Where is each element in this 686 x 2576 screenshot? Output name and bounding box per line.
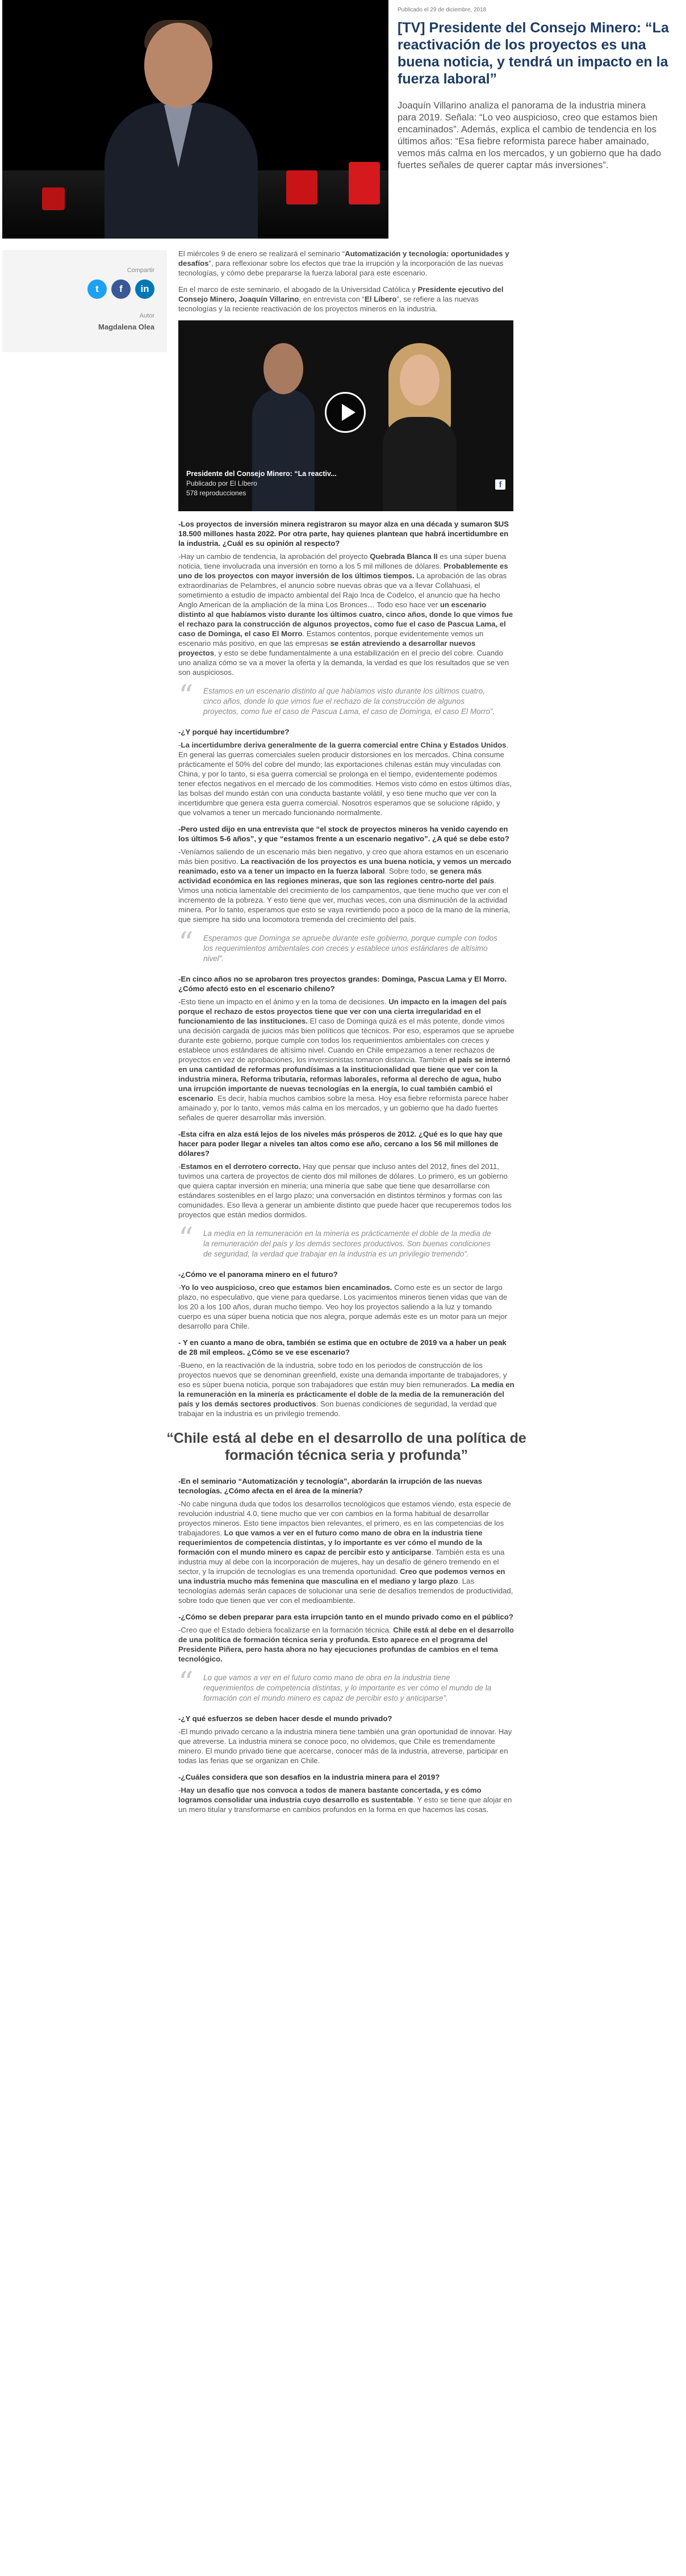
facebook-icon[interactable]: f	[111, 279, 131, 299]
pull-quote: “ La media en la remuneración en la minería es prácticamente el doble de la media de la remuneración del país y los demás sectores productivos. Son buenas condiciones de seguridad, la verdad que trabajar en la industria es un privilegio tremendo”.	[178, 1222, 491, 1258]
article-lead: Joaquín Villarino analiza el panorama de la industria minera para 2019. Señala: “Lo veo auspicioso, creo que estamos bien encaminados”. Además, explica el cambio de tendencia en los últimos años: “Esa fiebre reformista parece haber amainado, vemos más calma en los mercados, y un gobierno que ha dado fuertes señales de querer captar más inversiones”.	[398, 101, 662, 170]
twitter-icon[interactable]: t	[87, 279, 107, 299]
interview-answer: -El mundo privado cercano a la industria minera tiene también una gran oportunidad de innovar. Hay que atreverse. La industria minera se conoce poco, no olvidemos, que Chile es tremendamente minero. El mundo privado tiene que acercarse, conocer más de la industria, atreverse, participar en todas las ferias que se organizan en Chile.	[178, 1727, 512, 1765]
interview-question: -¿Cómo ve el panorama minero en el futuro?	[178, 1270, 338, 1279]
quote-icon: “	[178, 679, 194, 713]
interview-question: - Y en cuanto a mano de obra, también se estima que en octubre de 2019 va a haber un peak de 28 mil empleos. ¿Cómo se ve ese escenario?	[178, 1338, 507, 1356]
interview-question: -¿Y qué esfuerzos se deben hacer desde el mundo privado?	[178, 1714, 392, 1723]
linkedin-icon[interactable]: in	[135, 279, 154, 299]
author-name[interactable]: Magdalena Olea	[98, 323, 154, 331]
interview-question: -En cinco años no se aprobaron tres proyectos grandes: Dominga, Pascua Lama y El Morro. ¿Cómo afectó esto en el escenario chileno?	[178, 975, 507, 993]
interview-answer: -La incertidumbre deriva generalmente de la guerra comercial entre China y Estados Unidos. En general las guerras comerciales suelen producir distorsiones en los mercados. China consume prácticamente el 50% del cobre del mundo; las exportaciones chilenas están muy vinculadas con China, y por lo tanto, si esa guerra comercial se prolonga en el tiempo, evidentemente podemos tener efectos negativos en el mercado de los commodities. Hemos visto cómo en estos últimos días, las bolsas del mundo están con una conducta bastante volátil, y eso tiene mucho que ver con la incertidumbre que genera esta guerra comercial. Nosotros esperamos que se solucione rápido, y que volvamos a tener un mercado funcionando normalmente.	[178, 741, 512, 817]
quote-icon: “	[178, 926, 194, 961]
interview-answer: -Estamos en el derrotero correcto. Hay que pensar que incluso antes del 2012, fines del 2011, tuvimos una cartera de proyectos de ciento dos mil millones de dólares. Lo primero, es un gobierno que quiera captar inversión en minería; una minería que sabe que tiene que desarrollarse con estándares sostenibles en el largo plazo; una conversación en distintos términos y formas con las comunidades. Eso lleva a generar un ambiente distinto que puede hacer que recuperemos todos los proyectos que están medios dormidos.	[178, 1162, 512, 1219]
video-views: 578 reproducciones	[186, 489, 246, 497]
interview-answer: -No cabe ninguna duda que todos los desarrollos tecnológicos que estamos viendo, esta especie de revolución industrial 4.0, tiene mucho que ver con cambios en la forma habitual de desarrollar proyectos mineros. Esto tiene impactos bien relevantes, el primero, es en las competencias de los trabajadores. Lo que vamos a ver en el futuro como mano de obra en la industria tiene requerimientos de competencia distintas, y lo importante es ver cómo el mundo de la formación con el mundo minero es capaz de percibir esto y anticiparse. También esta es una industria muy al debe con la incorporación de mujeres, hay un desafío de género tremendo en el sector, y la irrupción de tecnologías es una tremenda oportunidad. Creo que podemos vernos en una industria mucho más femenina que masculina en el mediano y largo plazo. Las tecnologías además serán capaces de solucionar una serie de desafíos tremendos de productividad, sobre todo que tienen que ver con el medioambiente.	[178, 1500, 513, 1605]
video-title[interactable]: Presidente del Consejo Minero: “La reactiv...	[186, 470, 337, 478]
interview-answer: -Bueno, en la reactivación de la industria, sobre todo en los periodos de construcción de los proyectos nuevos que se denominan greenfield, existe una demanda importante de trabajadores, y eso es súper buena noticia, porque son trabajadores que están muy bien remunerados. La media en la remuneración en la minería es prácticamente el doble de la media de la remuneración del país y los demás sectores productivos. Son buenas condiciones de seguridad, la verdad que trabajar en la industria es un privilegio tremendo.	[178, 1361, 514, 1418]
facebook-icon[interactable]: f	[495, 479, 505, 490]
pull-quote: “ Estamos en un escenario distinto al que habíamos visto durante los últimos cuatro, cinco años, donde lo que vimos fue el rechazo de la construcción de algunos proyectos, como fue el caso de Pascua Lama, el caso de Dominga, el caso El Morro”.	[178, 679, 495, 716]
interview-question: -En el seminario “Automatización y tecnología”, abordarán la irrupción de las nuevas tecnologías. ¿Cómo afecta en el área de la minería?	[178, 1477, 482, 1495]
author-label: Autor	[139, 312, 154, 319]
interview-answer: -Veníamos saliendo de un escenario más bien negativo, y creo que ahora estamos en un escenario más bien positivo. La reactivación de los proyectos es una buena noticia, y vemos un mercado reanimado, esto va a tener un impacto en la fuerza laboral. Sobre todo, se genera más actividad económica en las regiones mineras, que son las regiones centro-norte del país. Vimos una noticia lamentable del crecimiento de los campamentos, que tiene mucho que ver con el incremento de la pobreza. Y esto tiene que ver, muchas veces, con una disminución de la actividad minera. Por lo tanto, esperamos que esto se vaya revirtiendo poco a poco de la mano de la minería, que siempre ha sido una locomotora tremenda del crecimiento del país.	[178, 847, 512, 924]
interview-question: -¿Y porqué hay incertidumbre?	[178, 728, 290, 736]
interview-answer: -Hay un desafío que nos convoca a todos de manera bastante concertada, y es cómo logramos consolidar una industria cuyo desarrollo es sustentable. Y esto se tiene que alojar en un mero titular y transformarse en cambios profundos en la forma en que hacemos las cosas.	[178, 1786, 512, 1814]
quote-icon: “	[178, 1222, 194, 1256]
interview-question: -¿Cómo se deben preparar para esta irrupción tanto en el mundo privado como en el público?	[178, 1613, 513, 1621]
interview-question: -Esta cifra en alza está lejos de los niveles más prósperos de 2012. ¿Qué es lo que hay que hacer para poder llegar a niveles tan altos como ese año, cercano a los 56 mil millones de dólares?	[178, 1130, 503, 1158]
pull-quote: “ Esperamos que Dominga se apruebe durante este gobierno, porque cumple con todos los requerimientos ambientales con creces y establece unos estándares de altísimo nivel”.	[178, 926, 497, 963]
video-publisher: Publicado por El Líbero	[186, 479, 257, 487]
play-button[interactable]	[325, 392, 366, 433]
section-heading: “Chile está al debe en el desarrollo de una política de formación técnica seria y profunda”	[166, 1430, 526, 1463]
article-sidebar	[2, 250, 167, 352]
quote-icon: “	[178, 1666, 194, 1700]
share-label: Compartir	[127, 267, 154, 274]
paragraph: El miércoles 9 de enero se realizará el seminario “Automatización y tecnología: oportunidades y desafíos”, para reflexionar sobre los efectos que trae la irrupción y la incorporación de las nuevas tecnologías, y cómo debe prepararse la fuerza laboral para este escenario.	[178, 249, 509, 277]
hero-image	[2, 0, 388, 239]
publish-date: Publicado el 29 de diciembre, 2018	[398, 7, 487, 13]
interview-answer: -Hay un cambio de tendencia, la aprobación del proyecto Quebrada Blanca II es una súper buena noticia, tiene involucrada una inversión en torno a los 5 mil millones de dólares. Probablemente es uno de los proyectos con mayor inversión de los últimos tiempos. La aprobación de las obras extraordinarias de Pelambres, el anuncio sobre nuevas obras que va a llevar Collahuasi, el sometimiento a estudio de impacto ambiental del Rajo Inca de Codelco, el anuncio que ha hecho Anglo American de la ampliación de la mina Los Bronces… Todo eso hace ver un escenario distinto al que habíamos visto durante los últimos cuatro, cinco años, donde lo que vimos fue el rechazo para la construcción de algunos proyectos, como fue el caso de Pascua Lama, el caso de Dominga, el caso El Morro. Estamos contentos, porque evidentemente vemos un escenario más positivo, en que las empresas se están atreviendo a desarrollar nuevos proyectos, y esto se debe fundamentalmente a una estabilización en el precio del cobre. Cuando uno analiza cómo se va a mover la oferta y la demanda, la verdad es que los resultados que se ven son auspiciosos.	[178, 552, 513, 677]
video-player[interactable]	[178, 320, 513, 511]
article-body	[166, 249, 526, 1821]
paragraph: En el marco de este seminario, el abogado de la Universidad Católica y Presidente ejecutivo del Consejo Minero, Joaquín Villarino, en entrevista con “El Líbero”, se refiere a las nuevas tecnologías y la reciente reactivación de los proyectos mineros en la industria.	[178, 285, 504, 313]
interview-answer: -Esto tiene un impacto en el ánimo y en la toma de decisiones. Un impacto en la imagen del país porque el rechazo de estos proyectos tiene que ver con una cierta irregularidad en el funcionamiento de las instituciones. El caso de Dominga quizá es el más potente, donde vimos una decisión cargada de juicios más bien políticos que técnicos. Por eso, esperamos que se apruebe durante este gobierno, porque cumple con todos los requerimientos ambientales con creces y establece unos estándares de altísimo nivel. Cuando en Chile empezamos a tener rechazos de proyectos en vez de aprobaciones, los inversionistas tomaron distancia. También el país se internó en una cantidad de reformas profundísimas a la institucionalidad que tiene que ver con la industria minera. Reforma tributaria, reformas laborales, reforma al derecho de agua, hubo una irrupción importante de nuevas tecnologías en la energía, lo cual también cambió el escenario. Es decir, había muchos cambios sobre la mesa. Hoy esa fiebre reformista parece haber amainado y, por lo tanto, vemos más calma en los mercados, y un gobierno que ha dado fuertes señales de querer desarrollar más inversión.	[178, 997, 514, 1122]
interview-answer: -Yo lo veo auspicioso, creo que estamos bien encaminados. Como este es un sector de largo plazo, no especulativo, que viene para quedarse. Los yacimientos mineros tienen vidas que van de los 20 a los 100 años, duran mucho tiempo. Veo hoy los proyectos saliendo a la luz y tomando cuerpo es una súper buena noticia que nos alegra, porque además este es un motor para un mejor desarrollo para Chile.	[178, 1283, 508, 1330]
pull-quote: “ Lo que vamos a ver en el futuro como mano de obra en la industria tiene requerimientos de competencia distintas, y lo importante es ver cómo el mundo de la formación con el mundo minero es capaz de percibir esto y anticiparse”.	[178, 1666, 492, 1702]
article-title: [TV] Presidente del Consejo Minero: “La reactivación de los proyectos es una buena noticia, y tendrá un impacto en la fuerza laboral”	[398, 20, 669, 87]
interview-question: -Los proyectos de inversión minera registraron su mayor alza en una década y sumaron $US 18.500 millones hasta 2022. Por otra parte, hay quienes plantean que habrá incertidumbre en la industria. ¿Cuál es su opinión al respecto?	[178, 520, 509, 548]
interview-answer: -Creo que el Estado debiera focalizarse en la formación técnica. Chile está al debe en el desarrollo de una política de formación técnica seria y profunda. Esto aparece en el programa del Presidente Piñera, pero hasta ahora no hay ejecuciones profundas de cambios en el tema tecnológico.	[178, 1626, 514, 1663]
interview-question: -Pero usted dijo en una entrevista que “el stock de proyectos mineros ha venido cayendo en los últimos 5-6 años”, y que “estamos frente a un escenario negativo”. ¿A qué se debe esto?	[178, 825, 509, 843]
interview-question: -¿Cuáles considera que son desafíos en la industria minera para el 2019?	[178, 1773, 440, 1781]
